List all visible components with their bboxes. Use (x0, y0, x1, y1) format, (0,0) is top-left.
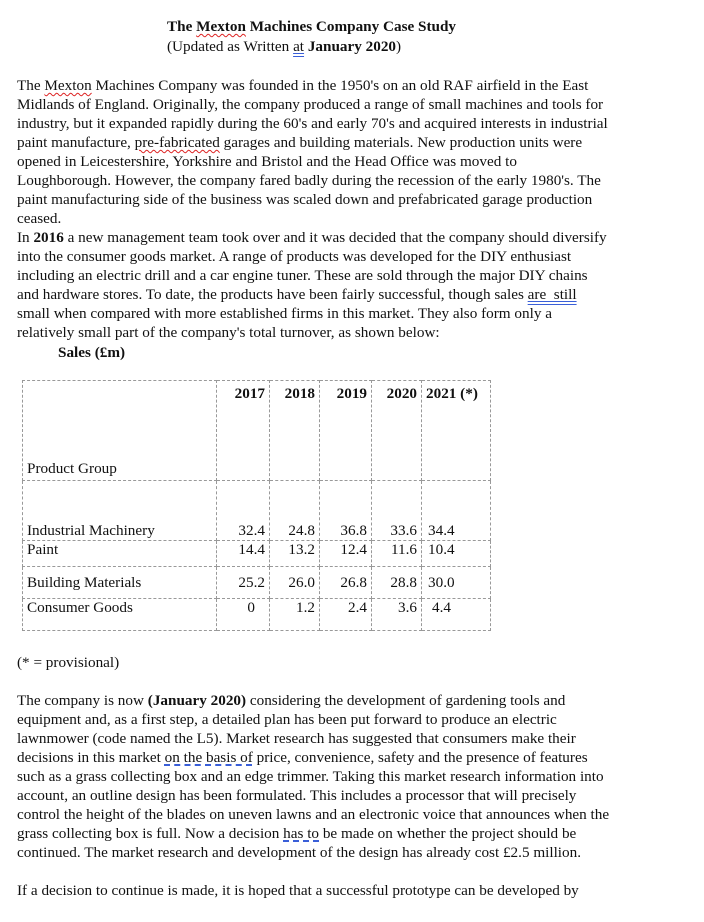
table-cell: 2017 (217, 381, 270, 481)
text-line: January 2020 (307, 38, 397, 55)
text-line: small when compared with more established firms in this market. They also form only a (17, 305, 552, 322)
text-line: considering the development of gardening tools and (246, 692, 566, 709)
table-cell: 3.6 (372, 599, 422, 631)
table-row (23, 541, 491, 567)
text-line (17, 748, 588, 767)
grammar-flag[interactable]: has to (283, 825, 320, 842)
text-line: opened in Leicestershire, Yorkshire and Bristol and the Head Office was moved to (17, 153, 517, 170)
text-line (17, 285, 577, 304)
table-cell: 1.2 (270, 599, 320, 631)
text-line: The (17, 77, 45, 94)
text-line: In (17, 229, 34, 246)
text-line: control the height of the blades on uneven lawns and an electronic voice that announces when the (17, 806, 610, 823)
table-cell: 24.8 (270, 481, 320, 541)
spelling-flag[interactable]: Mexton (196, 18, 246, 35)
text-line: such as a grass collecting box and an edge trimmer. Taking this market research information into (17, 768, 604, 785)
table-cell: Building Materials (23, 567, 217, 599)
table-cell: 14.4 (217, 541, 270, 567)
table-cell: 2019 (320, 381, 372, 481)
text-line: Midlands of England. Originally, the company produced a range of small machines and tools for (17, 96, 604, 113)
text-line: paint manufacturing side of the business was scaled down and prefabricated garage production (17, 191, 593, 208)
table-cell: 26.0 (270, 567, 320, 599)
text-line: (Updated as Written (167, 38, 294, 55)
text-line: grass collecting box is full. Now a decision (17, 825, 284, 842)
table-cell: 12.4 (320, 541, 372, 567)
text-line: including an electric drill and a car engine tuner. These are sold through the major DIY chains (17, 267, 588, 284)
table-header-row (23, 381, 491, 481)
text-line: equipment and, as a first step, a detailed plan has been put forward to produce an electric (17, 711, 557, 728)
text-line: and hardware stores. To date, the products have been fairly successful, though sales (17, 286, 528, 303)
table-cell: 34.4 (422, 481, 491, 541)
sales-table (22, 380, 491, 631)
sales-label: Sales (£m) (58, 344, 126, 361)
text-line: account, an outline design has been formulated. This includes a processor that will precisely (17, 787, 577, 804)
table-cell: 0 (217, 599, 270, 631)
text-line (17, 824, 576, 843)
table-cell: 33.6 (372, 481, 422, 541)
text-line (17, 133, 582, 152)
text-line: industry, but it expanded rapidly during the 60's and early 70's and acquired interests in industrial (17, 115, 608, 132)
document-subtitle (167, 37, 401, 56)
table-cell: 13.2 (270, 541, 320, 567)
header-product-group: Product Group (23, 381, 217, 481)
document-title (167, 17, 456, 36)
paragraph-prototype: If a decision to continue is made, it is hoped that a successful prototype can be developed by (17, 882, 579, 899)
text-line: be made on whether the project should be (319, 825, 577, 842)
text-line (23, 381, 491, 631)
table-cell: Consumer Goods (23, 599, 217, 631)
text-line: into the consumer goods market. A range of products was developed for the DIY enthusiast (17, 248, 572, 265)
table-row (23, 481, 491, 541)
table-cell: 28.8 (372, 567, 422, 599)
table-cell: 4.4 (422, 599, 491, 631)
table-cell: 2020 (372, 381, 422, 481)
text-line (17, 228, 607, 247)
text-line: continued. The market research and development of the design has already cost £2.5 million. (17, 844, 582, 861)
table-cell: Industrial Machinery (23, 481, 217, 541)
text-line: price, convenience, safety and the presence of features (252, 749, 588, 766)
text-line: Loughborough. However, the company fared badly during the recession of the early 1980's. The (17, 172, 601, 189)
text-line: ) (396, 38, 402, 55)
table-row (23, 567, 491, 599)
table-cell: 30.0 (422, 567, 491, 599)
spelling-flag[interactable]: pre-fabricated (134, 134, 220, 151)
table-cell: 11.6 (372, 541, 422, 567)
table-cell: 10.4 (422, 541, 491, 567)
table-cell: 36.8 (320, 481, 372, 541)
text-line: (January 2020) (147, 692, 247, 709)
table-cell: Paint (23, 541, 217, 567)
table-cell: 2021 (*) (422, 381, 491, 481)
grammar-flag[interactable]: at (293, 38, 305, 55)
text-line (17, 691, 565, 710)
text-line: The company is now (17, 692, 148, 709)
text-line: The (167, 18, 197, 35)
text-line: Machines Company Case Study (245, 18, 457, 35)
text-line: garages and building materials. New production units were (219, 134, 583, 151)
text-line: 2016 (33, 229, 64, 246)
table-cell: 25.2 (217, 567, 270, 599)
text-line (17, 76, 588, 95)
table-cell: 26.8 (320, 567, 372, 599)
table-cell: 32.4 (217, 481, 270, 541)
table-cell: 2018 (270, 381, 320, 481)
text-line: ceased. (17, 210, 62, 227)
text-line: a new management team took over and it was decided that the company should diversify (63, 229, 607, 246)
grammar-flag[interactable]: on the basis of (164, 749, 253, 766)
text-line: Machines Company was founded in the 1950's on an old RAF airfield in the East (91, 77, 589, 94)
table-row (23, 599, 491, 631)
text-line: paint manufacture, (17, 134, 135, 151)
text-line: lawnmower (code named the L5). Market research has suggested that consumers make their (17, 730, 576, 747)
text-line: relatively small part of the company's total turnover, as shown below: (17, 324, 440, 341)
table-cell: 2.4 (320, 599, 372, 631)
footnote: (* = provisional) (17, 654, 120, 671)
grammar-flag[interactable]: are still (527, 286, 577, 303)
spelling-flag[interactable]: Mexton (44, 77, 92, 94)
text-line: decisions in this market (17, 749, 165, 766)
